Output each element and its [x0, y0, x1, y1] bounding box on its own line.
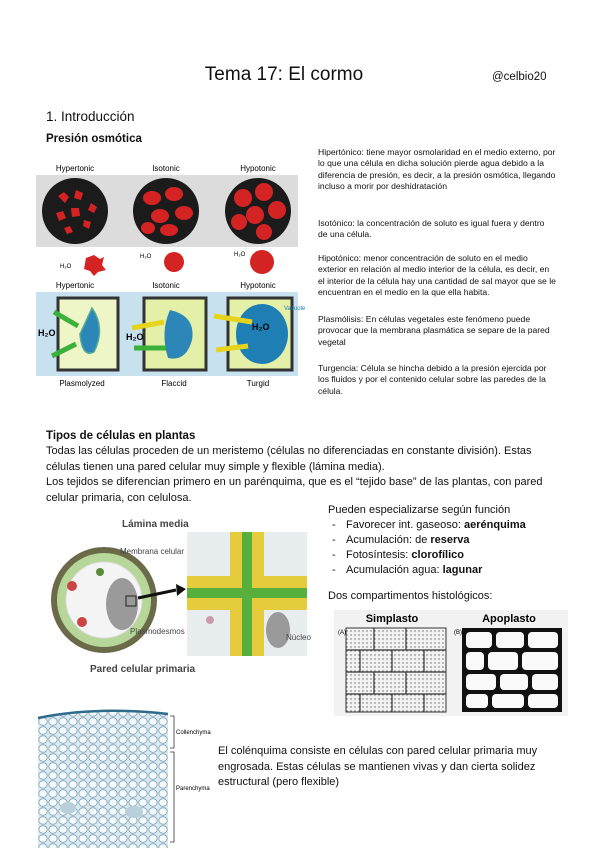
lysing-cell — [250, 250, 274, 274]
definition-text: Célula se hincha debido a la presión ejercida por los fluidos y por el contenido celular sobre las paredes de la célula. — [318, 363, 547, 396]
definition-turgencia — [318, 363, 556, 397]
function-item-text: Favorecer int. gaseoso: — [346, 519, 465, 531]
page-title: Tema 17: El cormo — [204, 64, 364, 85]
function-item-term: aerénquima — [464, 519, 526, 531]
function-item — [328, 563, 526, 578]
h2o-label: H₂O — [38, 328, 56, 338]
definition-isotonico — [318, 218, 556, 241]
definition-text: tiene mayor osmolaridad en el medio externo, por lo que una célula en dicha solución pierde agua debido a la diferencia de presión, es decir, a la presión osmótica, llegando incluso a morir por deshidratación — [318, 147, 556, 192]
tipos-heading: Tipos de células en plantas — [46, 430, 196, 442]
bracket — [170, 752, 174, 842]
vacuole-label: Vacuole — [284, 306, 306, 312]
mid-label-isotonic: Isotonic — [152, 281, 180, 290]
function-item-term: lagunar — [442, 564, 483, 576]
label-simplasto: Simplasto — [365, 613, 419, 625]
author-handle: @celbio20 — [492, 71, 547, 83]
mid-label-hypotonic: Hypotonic — [240, 281, 276, 290]
top-label-hypertonic: Hypertonic — [55, 164, 95, 173]
definition-term: Hipertónico: — [318, 147, 364, 157]
crenated-cell — [84, 255, 106, 276]
h2o-label: H₂O — [140, 254, 152, 260]
tipos-paragraph-1: Todas las células proceden de un meristemo (células no diferenciadas en constante división). Estas células tienen una pared celular muy simple y flexible (lámina media). — [46, 445, 532, 473]
function-item-text: Acumulación agua: — [346, 564, 443, 576]
osmosis-figure — [36, 158, 306, 390]
colenquima-paragraph: El colénquima consiste en células con pared celular primaria muy engrosada. Estas células se mantienen vivas y dan cierta solidez estructural (pero flexible) — [218, 745, 538, 788]
swollen-cells — [225, 178, 291, 244]
definition-hipotonico — [318, 253, 556, 299]
definition-text: la concentración de soluto es igual fuera y dentro de una célula. — [318, 218, 545, 240]
apoplasto-cells — [466, 632, 558, 708]
label-membrana-celular: Membrana celular — [120, 547, 185, 556]
label-parenchyma: Parenchyma — [176, 786, 210, 792]
simplasto-tissue — [346, 628, 446, 712]
compartments-intro: Dos compartimentos histológicos: — [328, 590, 493, 602]
bottom-label-flaccid: Flaccid — [161, 379, 187, 388]
h2o-label: H₂O — [126, 332, 144, 342]
function-item-text: Acumulación: de — [346, 534, 431, 546]
label-nucleo: Núcleo — [286, 633, 311, 642]
bottom-label-turgid: Turgid — [246, 379, 270, 388]
vascular-bundle — [125, 806, 143, 818]
tipos-paragraph-2: Los tejidos se diferencian primero en un parénquima, que es el “tejido base” de las plantas, con pared celular primaria, con celulosa. — [46, 476, 543, 504]
h2o-label: H₂O — [252, 322, 270, 332]
top-label-hypotonic: Hypotonic — [240, 164, 276, 173]
turgid-cell — [214, 298, 306, 370]
function-item — [328, 548, 526, 563]
function-intro: Pueden especializarse según función — [328, 504, 511, 516]
top-label-isotonic: Isotonic — [152, 164, 180, 173]
function-item — [328, 518, 526, 533]
definition-text: menor concentración de soluto en el medio exterior en relación al medio interior de la célula, es decir, en el interior de la célula hay una cantidad de sal mayor que se le encuentran en el medio en la que ella habita. — [318, 253, 556, 298]
label-plasmodesmos: Plasmodesmos — [130, 627, 185, 636]
definition-term: Turgencia: — [318, 363, 359, 373]
tag-a: (A) — [338, 630, 346, 636]
definition-text: En células vegetales este fenómeno puede provocar que la membrana plasmática se separe de la pared vegetal — [318, 314, 550, 347]
function-item-term: reserva — [430, 534, 470, 546]
definition-term: Plasmólisis: — [318, 314, 364, 324]
bottom-label-plasmolyzed: Plasmolyzed — [59, 379, 105, 388]
function-list — [328, 503, 526, 578]
shrunken-cells — [42, 178, 108, 244]
isotonic-cell — [164, 252, 184, 272]
definition-term: Hipotónico: — [318, 253, 361, 263]
function-item-text: Fotosíntesis: — [346, 549, 412, 561]
vascular-bundle — [60, 802, 76, 814]
definition-term: Isotónico: — [318, 218, 355, 228]
definition-plasmolisis — [318, 314, 556, 348]
label-apoplasto: Apoplasto — [482, 613, 536, 625]
compartments-figure — [334, 610, 568, 716]
label-pared-celular: Pared celular primaria — [90, 664, 196, 675]
function-item-term: clorofílico — [411, 549, 464, 561]
definition-hipertonico — [318, 147, 556, 193]
tag-b: (B) — [454, 630, 462, 636]
mid-label-hypertonic: Hypertonic — [55, 281, 95, 290]
zoom-arrowhead — [176, 584, 186, 596]
h2o-label: H₂O — [60, 264, 72, 270]
function-item — [328, 533, 526, 548]
label-lamina-media: Lámina media — [122, 519, 189, 530]
section-heading: 1. Introducción — [46, 109, 135, 124]
normal-cells — [133, 178, 199, 244]
bracket — [170, 716, 174, 748]
h2o-label: H₂O — [234, 252, 246, 258]
collenchyma-figure — [38, 708, 216, 848]
cell-wall-figure — [42, 512, 322, 680]
label-collenchyma: Collenchyma — [176, 730, 211, 736]
subsection-heading: Presión osmótica — [46, 133, 142, 145]
tissue-section — [38, 711, 168, 848]
